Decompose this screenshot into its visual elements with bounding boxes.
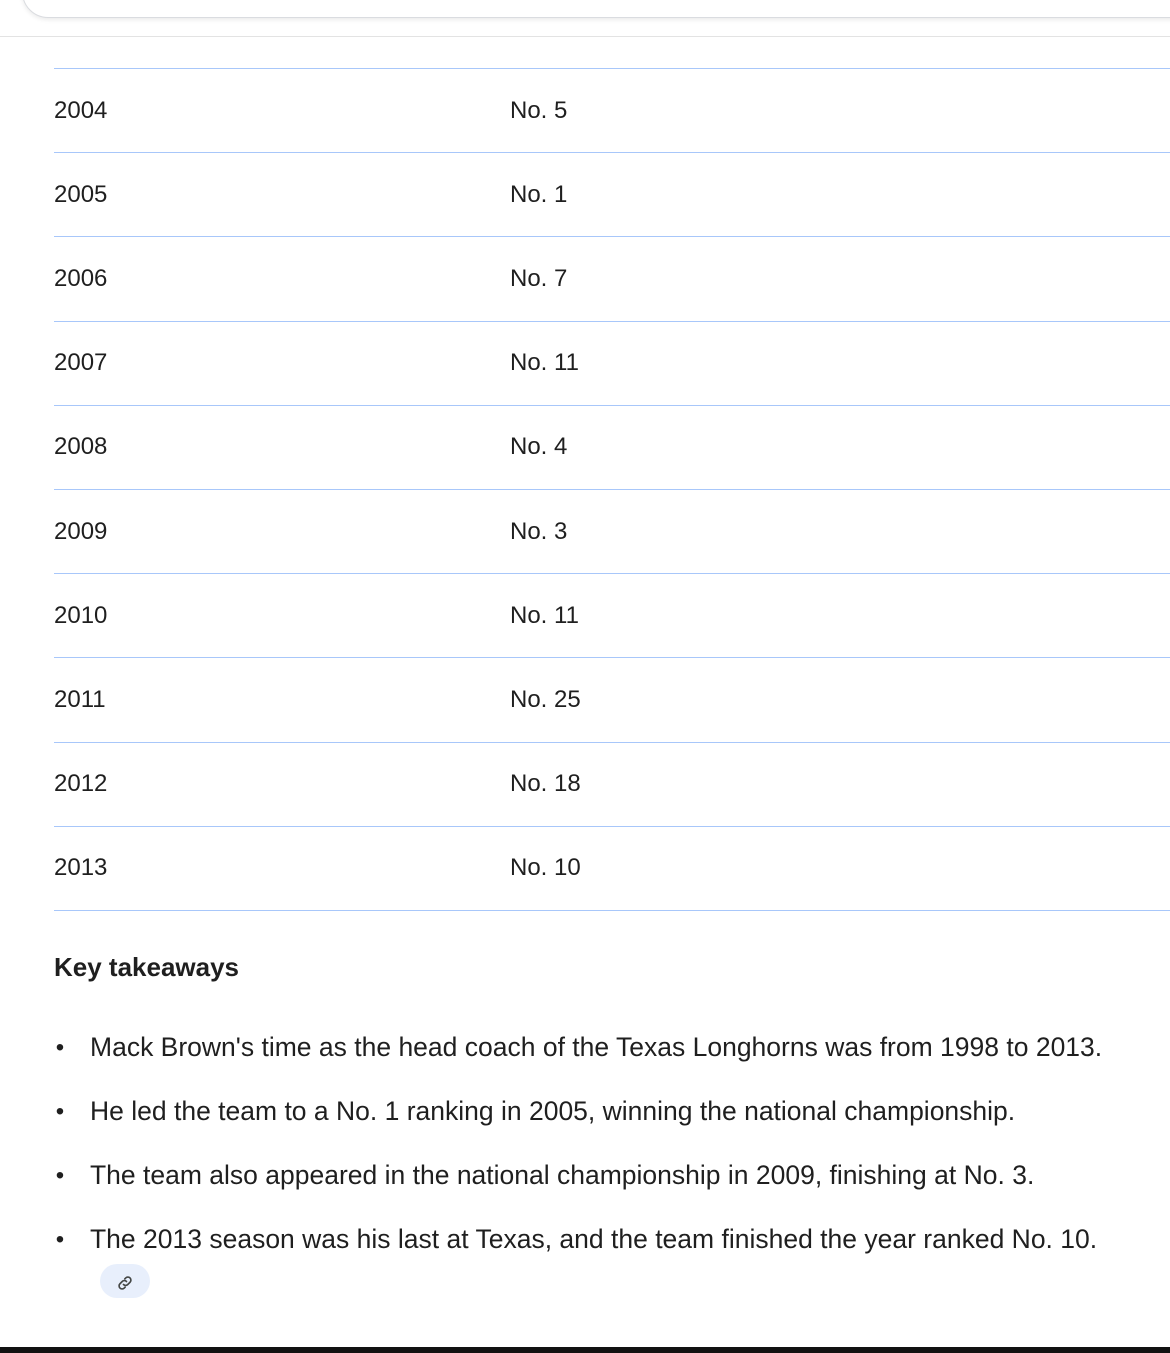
rank-cell: No. 3 [510,489,1170,573]
bullet-icon: • [55,1098,65,1125]
rankings-table [54,68,1170,911]
key-takeaways-list [54,1026,1150,1325]
year-cell: 2009 [54,489,510,573]
takeaway-text: The 2013 season was his last at Texas, and the team finished the year ranked No. 10. [90,1224,1098,1254]
rank-cell: No. 11 [510,321,1170,405]
search-box-edge [22,0,1170,18]
rank-cell: No. 25 [510,658,1170,742]
rank-cell: No. 11 [510,574,1170,658]
header-divider [0,36,1170,37]
year-cell: 2010 [54,574,510,658]
key-takeaways-heading: Key takeaways [54,952,240,982]
table-row [54,69,1170,153]
table-row [54,742,1170,826]
year-cell: 2005 [54,153,510,237]
list-item [54,1090,1150,1133]
year-cell: 2013 [54,826,510,910]
takeaway-text: The team also appeared in the national championship in 2009, finishing at No. 3. [90,1160,1035,1190]
rank-cell: No. 7 [510,237,1170,321]
rank-cell: No. 18 [510,742,1170,826]
bullet-icon: • [55,1034,65,1061]
list-item [54,1026,1150,1069]
table-row [54,489,1170,573]
year-cell: 2011 [54,658,510,742]
year-cell: 2008 [54,405,510,489]
bottom-edge-bar [0,1347,1170,1353]
rank-cell: No. 5 [510,69,1170,153]
table-row [54,153,1170,237]
list-item [54,1154,1150,1197]
rank-cell: No. 4 [510,405,1170,489]
list-item [54,1218,1150,1304]
link-icon [116,1274,134,1292]
table-row [54,658,1170,742]
takeaway-text: Mack Brown's time as the head coach of the Texas Longhorns was from 1998 to 2013. [90,1032,1103,1062]
rank-cell: No. 1 [510,153,1170,237]
year-cell: 2006 [54,237,510,321]
source-link-button[interactable] [100,1264,150,1298]
takeaway-text: He led the team to a No. 1 ranking in 2005, winning the national championship. [90,1096,1016,1126]
table-row [54,321,1170,405]
table-row [54,405,1170,489]
year-cell: 2004 [54,69,510,153]
table-row [54,237,1170,321]
rank-cell: No. 10 [510,826,1170,910]
bullet-icon: • [55,1226,65,1253]
table-row [54,826,1170,910]
year-cell: 2012 [54,742,510,826]
table-row [54,574,1170,658]
year-cell: 2007 [54,321,510,405]
bullet-icon: • [55,1162,65,1189]
